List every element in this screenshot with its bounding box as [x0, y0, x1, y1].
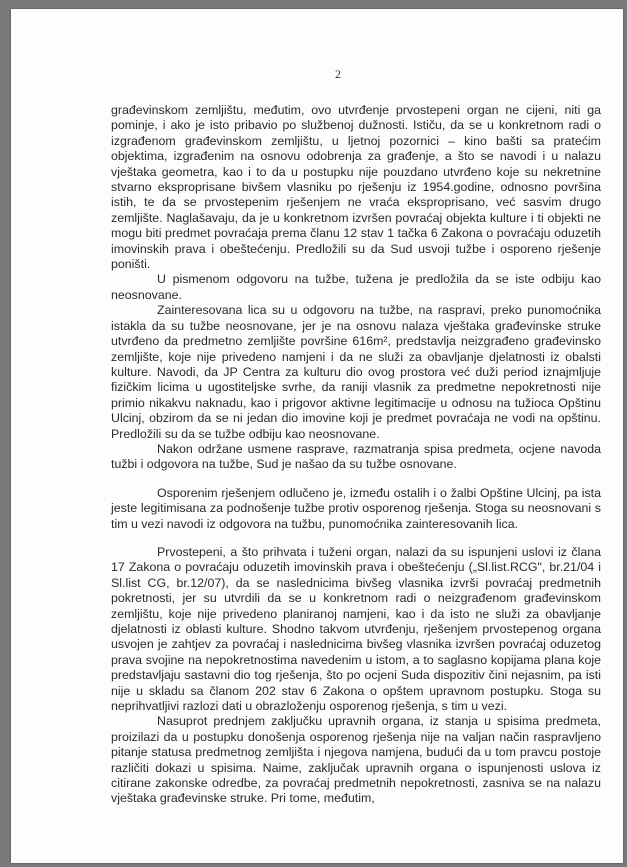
paragraph-6: Prvostepeni, a što prihvata i tuženi organ, nalazi da su ispunjeni uslovi iz člana 17 Zakona o povraćaju oduzetih imovinskih prava i obeštećenju („Sl.list.RCG", br.21/04 i Sl.list CG, br.12/07), da se naslednicima bivšeg vlasnika izvrši povraćaj predmetnih pokretnosti, jer su utvrdili da se u konkretnom radi o neizgrađenom građevinskom zemljištu, koje nije privedeno planiranoj namjeni, kao i da isto ne služi za obavljanje djelatnosti iz oblasti kulture. Shodno takvom utvrđenju, rješenjem prvostepenog organa usvojen je zahtjev za povraćaj i naslednicima bivšeg vlasnika izvršen povraćaj oduzetog prava svojine na nepokretnostima navedenim u istom, a to saglasno kopijama plana koje predstavljaju sastavni dio tog rješenja, što po ocjeni Suda dispozitiv čini nejasnim, pa isti nije u skladu sa članom 202 stav 6 Zakona o opštem upravnom postupku. Stoga su neprihvatljivi razlozi dati u obrazloženju osporenog rješenja, s tim u vezi. [111, 544, 601, 714]
document-body [111, 103, 601, 807]
paragraph-5: Osporenim rješenjem odlučeno je, između ostalih i o žalbi Opštine Ulcinj, pa ista jeste legitimisana za podnošenje tužbe protiv osporenog rješenja. Stoga su neosnovani s tim u vezi navodi iz odgovora na tužbu, punomoćnika zainteresovanih lica. [111, 485, 601, 531]
document-page [11, 9, 623, 863]
paragraph-4: Nakon održane usmene rasprave, razmatranja spisa predmeta, ocjene navoda tužbi i odgovora na tužbe, Sud je našao da su tužbe osnovane. [111, 441, 601, 472]
paragraph-2: U pismenom odgovoru na tužbe, tužena je predložila da se iste odbiju kao neosnovane. [111, 272, 601, 302]
page-number: 2 [335, 67, 341, 81]
paragraph-7: Nasuprot prednjem zaključku upravnih organa, iz stanja u spisima predmeta, proizilazi da u postupku donošenja osporenog rješenja nije na valjan način raspravljeno pitanje statusa predmetnog zemljišta i njegova namjena, budući da u tom pravcu postoje različiti dokazi u spisima. Naime, zaključak upravnih organa o ispunjenosti uslova iz citirane zakonske odredbe, za povraćaj predmetnih nepokretnosti, zasniva se na nalazu vještaka građevinske struke. Pri tome, međutim, [111, 714, 601, 806]
paragraph-3: Zainteresovana lica su u odgovoru na tužbe, na raspravi, preko punomoćnika istakla da su tužbe neosnovane, jer je na osnovu nalaza vještaka građevinske struke utvrđeno da predmetno zemljište površine 616m², predstavlja neizgrađeno građevinsko zemljište, koje nije privedeno namjeni i da ne služi za obavljanje djelatnosti iz obalsti kulture. Navodi, da JP Centra za kulturu dio ovog prostora već duži period iznajmljuje fizičkim licima u ugostiteljske svrhe, da raniji vlasnik za predmetne nepokretnosti nije primio nikakvu naknadu, kao i prigovor aktivne legitimacije u odnosu na tužioca Opštinu Ulcinj, obzirom da se ni jedan dio imovine koji je predmet povraćaja ne vodi na opštinu. Predložili su da se tužbe odbiju kao neosnovane. [111, 303, 601, 441]
paragraph-1: građevinskom zemljištu, međutim, ovo utvrđenje prvostepeni organ ne cijeni, niti ga pominje, i ako je isto pribavio po službenoj dužnosti. Ističu, da se u konkretnom radi o izgrađenom građevinskom zemljištu, u ljetnoj pozornici – kino bašti sa pratećim objektima, izgrađenim na osnovu odobrenja za građenje, a što se navodi i u nalazu vještaka geometra, kao i to da u postupku nije pouzdano utvrđeno koje su nekretnine stvarno eksproprisane bivšem vlasniku po rješenju iz 1954.godine, odnosno površina istih, te da se prvostepenim rješenjem ne vraća eksproprisano, već sasvim drugo zemljište. Naglašavaju, da je u konkretnom izvršen povraćaj objekta kulture i ti objekti ne mogu biti predmet povraćaja prema članu 12 stav 1 tačka 6 Zakona o povraćaju oduzetih imovinskih prava i obeštećenju. Predložili su da Sud usvoji tužbe i osporeno rješenje poništi. [111, 103, 601, 272]
